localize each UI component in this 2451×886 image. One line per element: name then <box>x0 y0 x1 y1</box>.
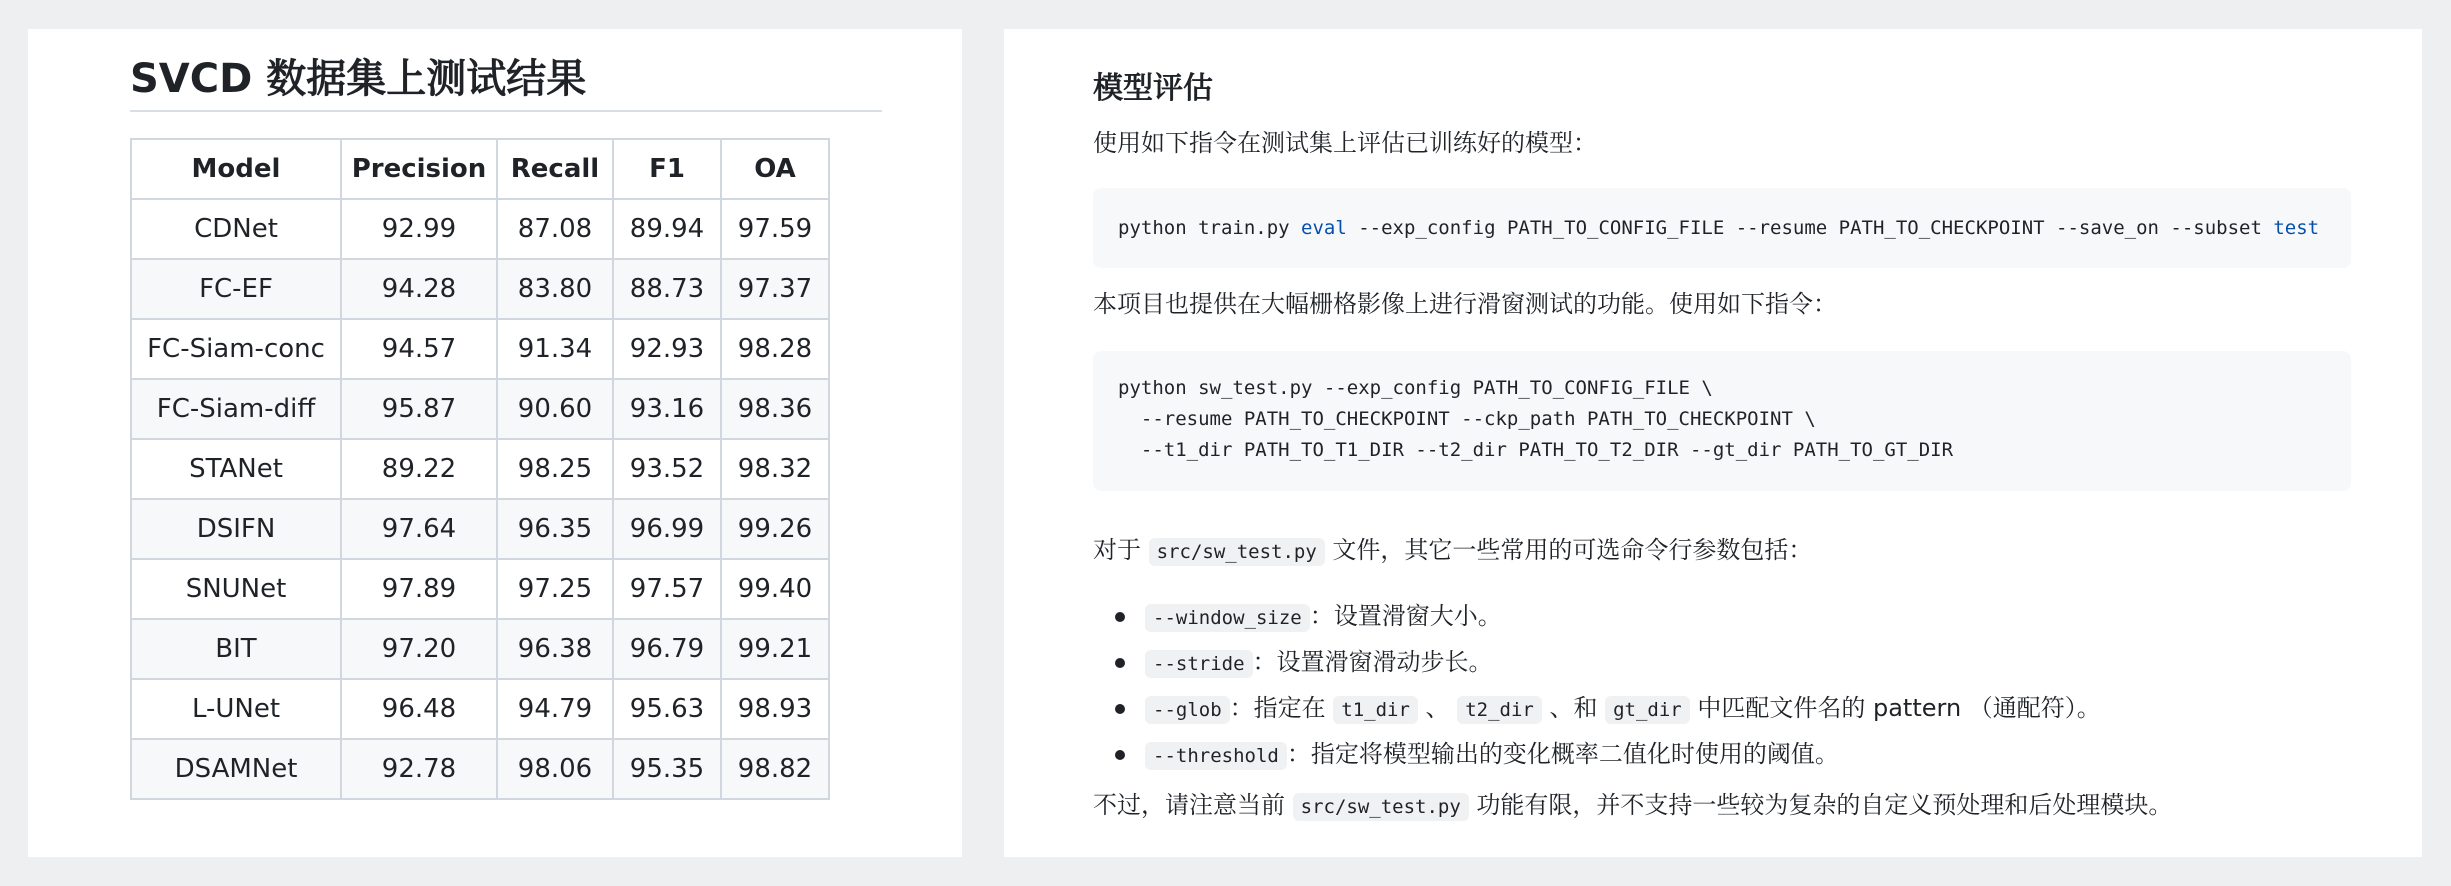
cell-precision: 96.48 <box>341 679 497 739</box>
cell-recall: 98.25 <box>497 439 613 499</box>
cell-f1: 89.94 <box>613 199 721 259</box>
table-row <box>131 559 829 619</box>
inline-code-option: --glob <box>1145 696 1230 724</box>
evaluation-heading: 模型评估 <box>1093 71 1213 106</box>
cell-oa: 98.28 <box>721 319 829 379</box>
option-description: ：指定在 <box>1229 694 1334 722</box>
code-keyword: eval <box>1301 217 1347 239</box>
cell-recall: 94.79 <box>497 679 613 739</box>
cell-precision: 97.64 <box>341 499 497 559</box>
code-keyword: test <box>2273 217 2320 239</box>
table-header-row <box>131 139 829 199</box>
list-item <box>1145 640 2101 686</box>
text: 功能有限，并不支持一些较为复杂的自定义预处理和后处理模块。 <box>1468 791 2173 819</box>
sliding-window-intro-text: 本项目也提供在大幅栅格影像上进行滑窗测试的功能。使用如下指令： <box>1093 290 1837 318</box>
cell-precision: 95.87 <box>341 379 497 439</box>
sliding-window-command-code-block[interactable] <box>1093 351 2351 491</box>
column-header-precision: Precision <box>341 139 497 199</box>
cell-f1: 97.57 <box>613 559 721 619</box>
column-header-f1: F1 <box>613 139 721 199</box>
cell-recall: 87.08 <box>497 199 613 259</box>
cell-model: DSAMNet <box>131 739 341 799</box>
inline-code-option: --threshold <box>1145 742 1287 770</box>
list-item <box>1145 594 2101 640</box>
separator-text: 、和 <box>1541 694 1606 722</box>
cell-model: FC-Siam-conc <box>131 319 341 379</box>
cell-f1: 88.73 <box>613 259 721 319</box>
inline-code-gt-dir: gt_dir <box>1605 696 1690 724</box>
cell-precision: 97.20 <box>341 619 497 679</box>
cell-f1: 93.16 <box>613 379 721 439</box>
cell-oa: 97.37 <box>721 259 829 319</box>
cell-precision: 92.99 <box>341 199 497 259</box>
section-title: SVCD 数据集上测试结果 <box>130 56 587 102</box>
inline-code-filename: src/sw_test.py <box>1293 793 1469 821</box>
cell-recall: 98.06 <box>497 739 613 799</box>
options-list <box>1093 594 2101 778</box>
eval-intro-text: 使用如下指令在测试集上评估已训练好的模型： <box>1093 129 1597 157</box>
inline-code-filename: src/sw_test.py <box>1149 538 1325 566</box>
cell-recall: 97.25 <box>497 559 613 619</box>
cell-oa: 99.21 <box>721 619 829 679</box>
cell-precision: 89.22 <box>341 439 497 499</box>
column-header-recall: Recall <box>497 139 613 199</box>
cell-precision: 92.78 <box>341 739 497 799</box>
cell-f1: 93.52 <box>613 439 721 499</box>
cell-oa: 98.32 <box>721 439 829 499</box>
text: 对于 <box>1093 536 1149 564</box>
table-row <box>131 199 829 259</box>
cell-oa: 99.40 <box>721 559 829 619</box>
cell-model: STANet <box>131 439 341 499</box>
cell-oa: 98.82 <box>721 739 829 799</box>
inline-code-option: --window_size <box>1145 604 1310 632</box>
cell-f1: 92.93 <box>613 319 721 379</box>
cell-f1: 96.99 <box>613 499 721 559</box>
cell-model: FC-Siam-diff <box>131 379 341 439</box>
results-panel <box>28 29 962 857</box>
cell-model: L-UNet <box>131 679 341 739</box>
code-line: --t1_dir PATH_TO_T1_DIR --t2_dir PATH_TO_T2_DIR --gt_dir PATH_TO_GT_DIR <box>1118 439 1954 461</box>
cell-precision: 94.57 <box>341 319 497 379</box>
code-line: python sw_test.py --exp_config PATH_TO_CONFIG_FILE \ <box>1118 377 1713 399</box>
table-row <box>131 439 829 499</box>
table-row <box>131 619 829 679</box>
inline-code-option: --stride <box>1145 650 1253 678</box>
table-row <box>131 499 829 559</box>
inline-code-t2-dir: t2_dir <box>1457 696 1542 724</box>
option-description: ：设置滑窗滑动步长。 <box>1252 648 1493 676</box>
cell-model: CDNet <box>131 199 341 259</box>
cell-recall: 96.38 <box>497 619 613 679</box>
cell-model: DSIFN <box>131 499 341 559</box>
column-header-oa: OA <box>721 139 829 199</box>
cell-recall: 90.60 <box>497 379 613 439</box>
cell-oa: 99.26 <box>721 499 829 559</box>
table-row <box>131 259 829 319</box>
option-description-tail: 中匹配文件名的 pattern （通配符）。 <box>1689 694 2101 722</box>
code-line: --resume PATH_TO_CHECKPOINT --ckp_path PATH_TO_CHECKPOINT \ <box>1118 408 1816 430</box>
option-description: ：设置滑窗大小。 <box>1309 602 1502 630</box>
cell-f1: 95.35 <box>613 739 721 799</box>
cell-f1: 95.63 <box>613 679 721 739</box>
cell-model: SNUNet <box>131 559 341 619</box>
table-row <box>131 379 829 439</box>
title-divider <box>130 110 882 112</box>
limitation-note-text <box>1093 788 2172 824</box>
cell-recall: 91.34 <box>497 319 613 379</box>
list-item <box>1145 732 2101 778</box>
text: 文件，其它一些常用的可选命令行参数包括： <box>1324 536 1813 564</box>
cell-oa: 97.59 <box>721 199 829 259</box>
options-intro-text <box>1093 533 1812 569</box>
table-row <box>131 319 829 379</box>
inline-code-t1-dir: t1_dir <box>1333 696 1418 724</box>
cell-recall: 83.80 <box>497 259 613 319</box>
results-table <box>130 138 830 800</box>
cell-oa: 98.36 <box>721 379 829 439</box>
code-text: --exp_config PATH_TO_CONFIG_FILE --resume PATH_TO_CHECKPOINT --save_on --subset <box>1346 217 2274 239</box>
separator-text: 、 <box>1417 694 1458 722</box>
list-item <box>1145 686 2101 732</box>
text: 不过，请注意当前 <box>1093 791 1293 819</box>
code-text: python train.py <box>1118 217 1302 239</box>
cell-f1: 96.79 <box>613 619 721 679</box>
eval-command-code-block[interactable] <box>1093 188 2351 268</box>
evaluation-panel <box>1004 29 2422 857</box>
cell-model: FC-EF <box>131 259 341 319</box>
cell-recall: 96.35 <box>497 499 613 559</box>
column-header-model: Model <box>131 139 341 199</box>
option-description: ：指定将模型输出的变化概率二值化时使用的阈值。 <box>1286 740 1839 768</box>
cell-precision: 94.28 <box>341 259 497 319</box>
cell-precision: 97.89 <box>341 559 497 619</box>
table-row <box>131 679 829 739</box>
table-row <box>131 739 829 799</box>
cell-oa: 98.93 <box>721 679 829 739</box>
cell-model: BIT <box>131 619 341 679</box>
